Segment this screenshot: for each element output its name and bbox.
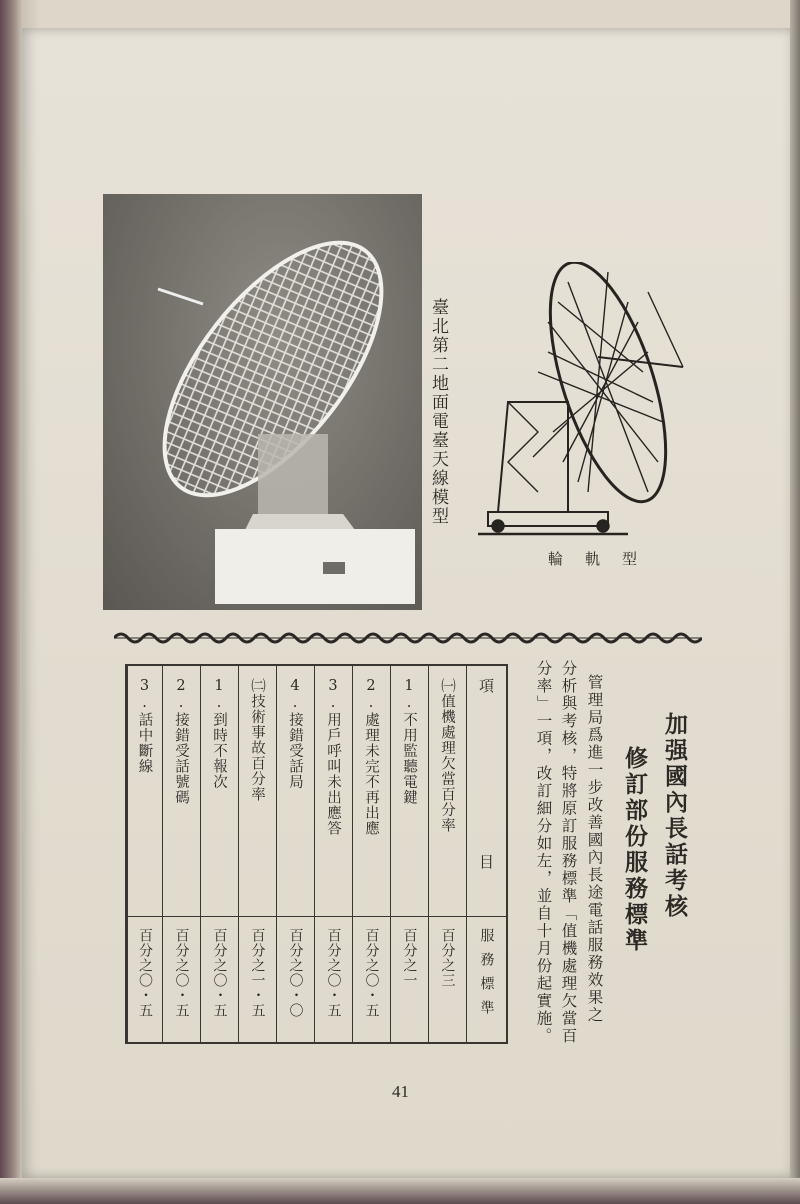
page-edge-right — [790, 0, 800, 1204]
table-row-value: 百分之〇・五 — [325, 928, 342, 1018]
table-row-item: 2.處理未完不再出應 — [363, 678, 379, 836]
article-title-line-1: 加强國內長話考核 — [661, 712, 687, 920]
table-row-value: 百分之一・五 — [249, 928, 266, 1018]
table-row-value: 百分之〇・五 — [173, 928, 190, 1018]
table-row — [162, 666, 200, 1042]
table-row-item: 3.話中斷線 — [136, 678, 153, 774]
article-body-column: 管理局爲進一步改善國內長途電話服務效果之 — [585, 674, 604, 1024]
table-header-item: 項 目 — [477, 678, 495, 870]
table-row-item: 1.到時不報次 — [211, 678, 227, 790]
page-edge-bottom — [0, 1178, 800, 1204]
table-row-value: 百分之〇・五 — [137, 928, 153, 1018]
table-row — [238, 666, 276, 1042]
table-row-value: 百分之三 — [439, 928, 456, 988]
table-row-item: 1.不用監聽電鍵 — [401, 678, 417, 805]
table-row-item: ㈡技術事故百分率 — [249, 678, 265, 802]
article-title-line-2: 修訂部份服務標準 — [621, 746, 647, 954]
table-header-standard: 服務標準 — [478, 928, 495, 1024]
table-row — [127, 666, 162, 1042]
table-row — [390, 666, 428, 1042]
table-row-value: 百分之一 — [401, 928, 418, 988]
table-row — [276, 666, 314, 1042]
table-row — [200, 666, 238, 1042]
table-row-item: 2.接錯受話號碼 — [173, 678, 189, 805]
article-body-column: 分析與考核，特將原訂服務標準「值機處理欠當百 — [559, 660, 578, 1045]
decorative-divider — [114, 626, 702, 650]
table-row-item: 3.用戶呼叫未出應答 — [325, 678, 341, 836]
table-row-value: 百分之〇・五 — [211, 928, 228, 1018]
wheel-track-antenna-drawing — [478, 262, 708, 542]
table-header-column — [466, 666, 506, 1042]
table-row — [352, 666, 390, 1042]
service-standard-table — [125, 664, 508, 1044]
antenna-model-photo — [103, 194, 422, 610]
table-row — [314, 666, 352, 1042]
table-row-item: 4.接錯受話局 — [287, 678, 303, 790]
article-body-column: 分率」一項，改訂細分如左，並自十月份起實施。 — [534, 660, 553, 1045]
table-row — [428, 666, 466, 1042]
photo-right-caption: 輪軌型 — [548, 550, 660, 568]
photo-left-caption: 臺北第二地面電臺天線模型 — [428, 298, 448, 526]
page-number: 41 — [392, 1082, 409, 1101]
table-row-item: ㈠值機處理欠當百分率 — [439, 678, 455, 833]
table-row-value: 百分之〇・五 — [363, 928, 380, 1018]
table-row-value: 百分之〇・〇 — [287, 928, 304, 1018]
